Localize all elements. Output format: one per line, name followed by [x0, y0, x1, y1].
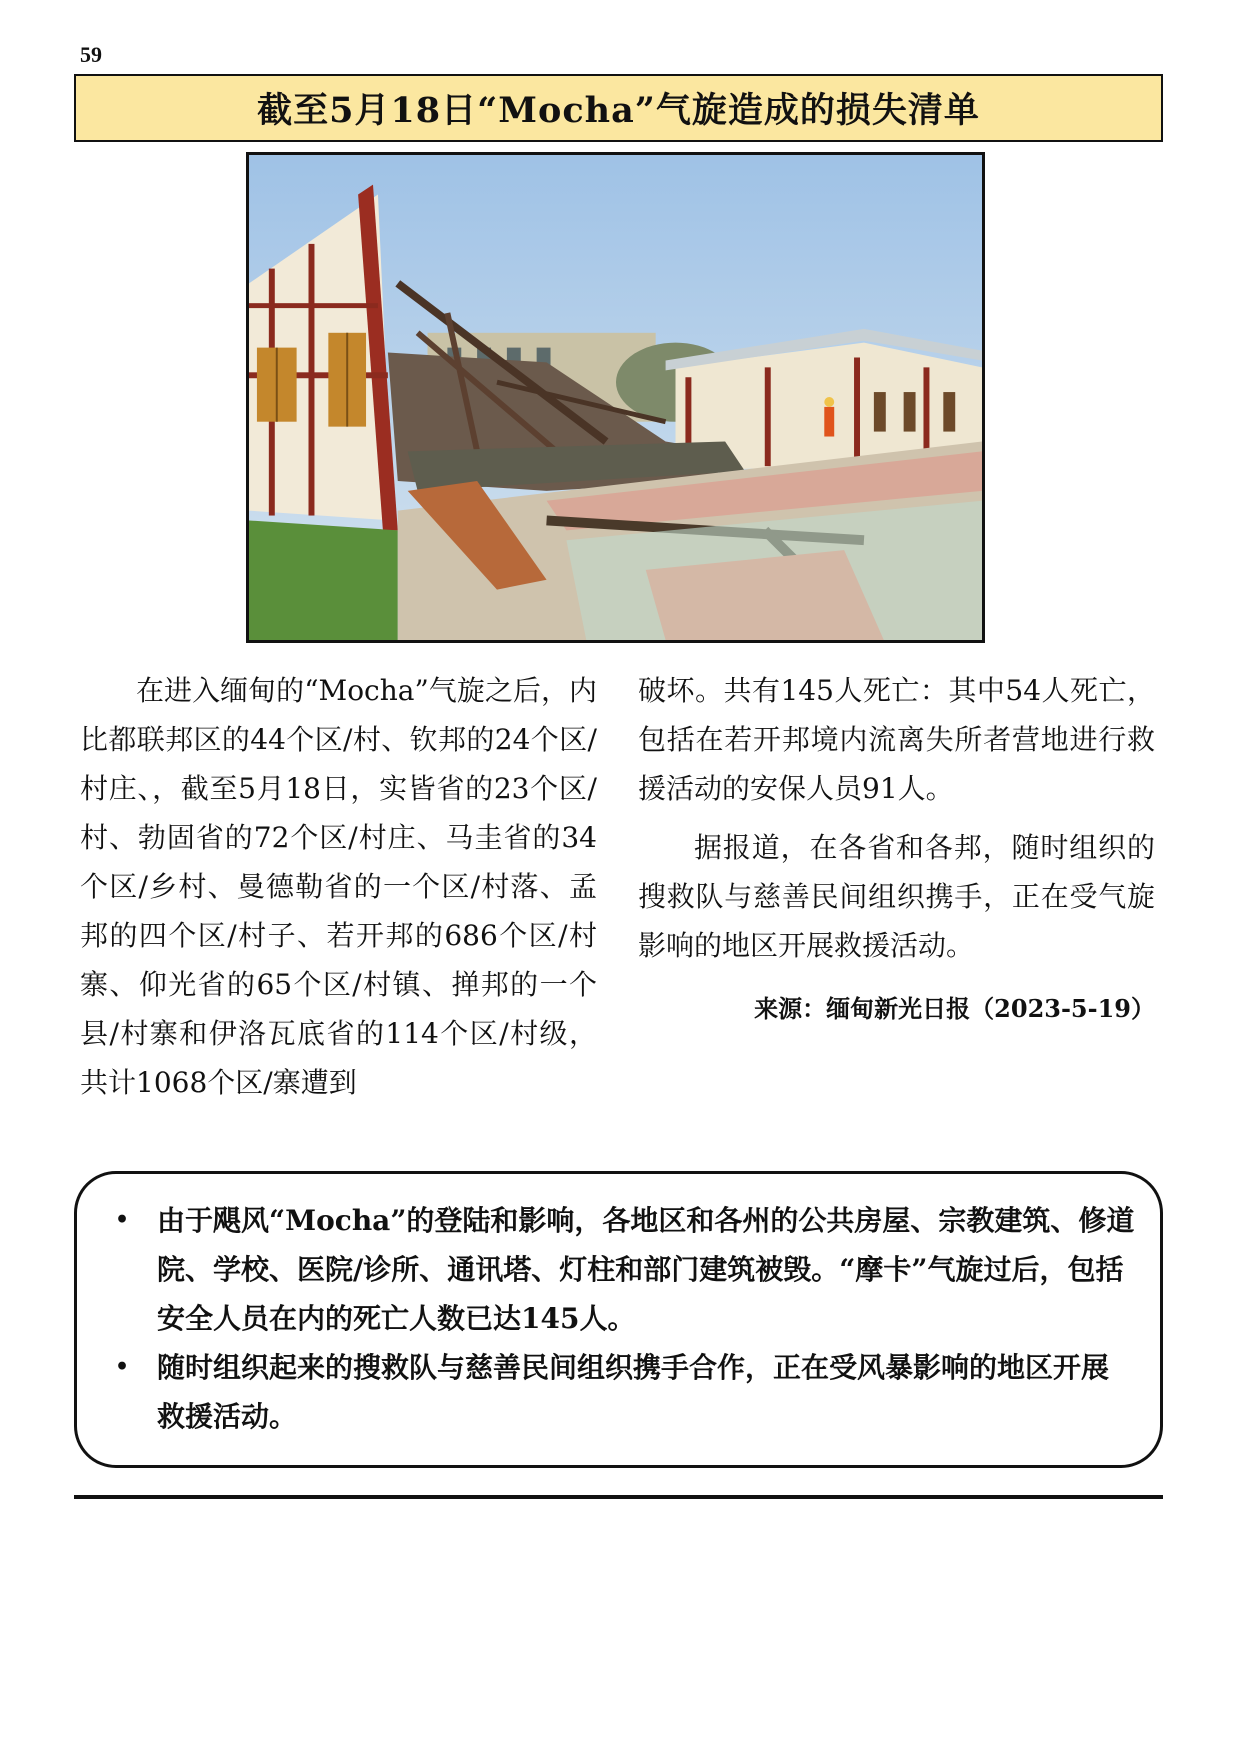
article-paragraph: 破坏。共有145人死亡：其中54人死亡，包括在若开邦境内流离失所者营地进行救援活动的安保人员91人。 [638, 674, 1155, 805]
title-banner [74, 74, 1163, 142]
summary-list [107, 1196, 1136, 1441]
article-right-column [638, 666, 1155, 1033]
article-left-column [80, 666, 597, 1107]
summary-item-text: 由于飓风“Mocha”的登陆和影响，各地区和各州的公共房屋、宗教建筑、修道院、学校、医院/诊所、通讯塔、灯柱和部门建筑被毁。“摩卡”气旋过后，包括安全人员在内的死亡人数已达145人。 [157, 1204, 1135, 1335]
summary-item [107, 1196, 1136, 1343]
article-paragraph: 在进入缅甸的“Mocha”气旋之后，内比都联邦区的44个区/村、钦邦的24个区/村庄、，截至5月18日，实皆省的23个区/村、勃固省的72个区/村庄、马圭省的34个区/乡村、曼德勒省的一个区/村落、孟邦的四个区/村子、若开邦的686个区/村寨、仰光省的65个区/村镇、掸邦的一个县/村寨和伊洛瓦底省的114个区/村级，共计1068个区/寨遭到 [80, 674, 597, 1099]
bullet-icon: • [115, 1354, 130, 1380]
page-number: 59 [80, 42, 102, 67]
page-title: 截至5月18日“Mocha”气旋造成的损失清单 [257, 90, 980, 131]
cyclone-damage-photo [246, 152, 985, 643]
source-citation: 来源：缅甸新光日报（2023-5-19） [754, 994, 1155, 1023]
article-paragraph: 据报道，在各省和各邦，随时组织的搜救队与慈善民间组织携手，正在受气旋影响的地区开展救援活动。 [638, 831, 1155, 962]
bottom-divider [74, 1495, 1163, 1499]
summary-item-text: 随时组织起来的搜救队与慈善民间组织携手合作，正在受风暴影响的地区开展救援活动。 [157, 1351, 1110, 1433]
bullet-icon: • [115, 1207, 130, 1233]
collapsed-building-image [249, 155, 982, 640]
summary-box [74, 1171, 1163, 1468]
summary-item [107, 1343, 1136, 1441]
